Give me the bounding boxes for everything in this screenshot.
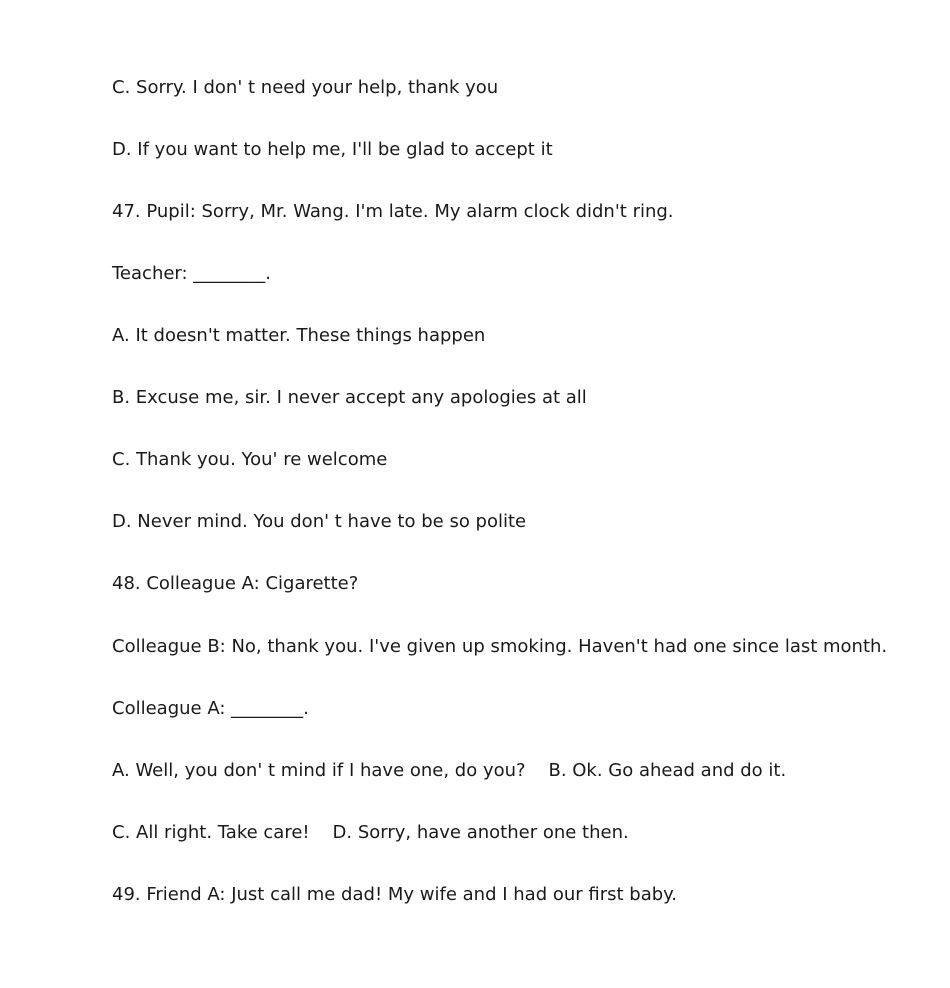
question-49-prompt: 49. Friend A: Just call me dad! My wife and I had our first baby. (112, 884, 677, 905)
question-47-teacher-blank: Teacher: ________. (112, 263, 272, 284)
option-c-sorry-no-help: C. Sorry. I don' t need your help, thank you (112, 77, 499, 98)
question-48-colleague-a-blank: Colleague A: ________. (112, 698, 309, 719)
question-48-colleague-b: Colleague B: No, thank you. I've given up smoking. Haven't had one since last month. (112, 636, 888, 657)
question-47-option-a: A. It doesn't matter. These things happen (112, 325, 486, 346)
question-47-prompt: 47. Pupil: Sorry, Mr. Wang. I'm late. My alarm clock didn't ring. (112, 201, 674, 222)
option-d-glad-to-accept: D. If you want to help me, I'll be glad to accept it (112, 139, 553, 160)
question-47-option-c: C. Thank you. You' re welcome (112, 449, 388, 470)
question-48-options-a-b: A. Well, you don' t mind if I have one, do you? B. Ok. Go ahead and do it. (112, 760, 787, 781)
question-47-option-d: D. Never mind. You don' t have to be so polite (112, 511, 527, 532)
question-48-options-c-d: C. All right. Take care! D. Sorry, have another one then. (112, 822, 629, 843)
question-47-option-b: B. Excuse me, sir. I never accept any apologies at all (112, 387, 587, 408)
question-48-prompt: 48. Colleague A: Cigarette? (112, 573, 359, 594)
